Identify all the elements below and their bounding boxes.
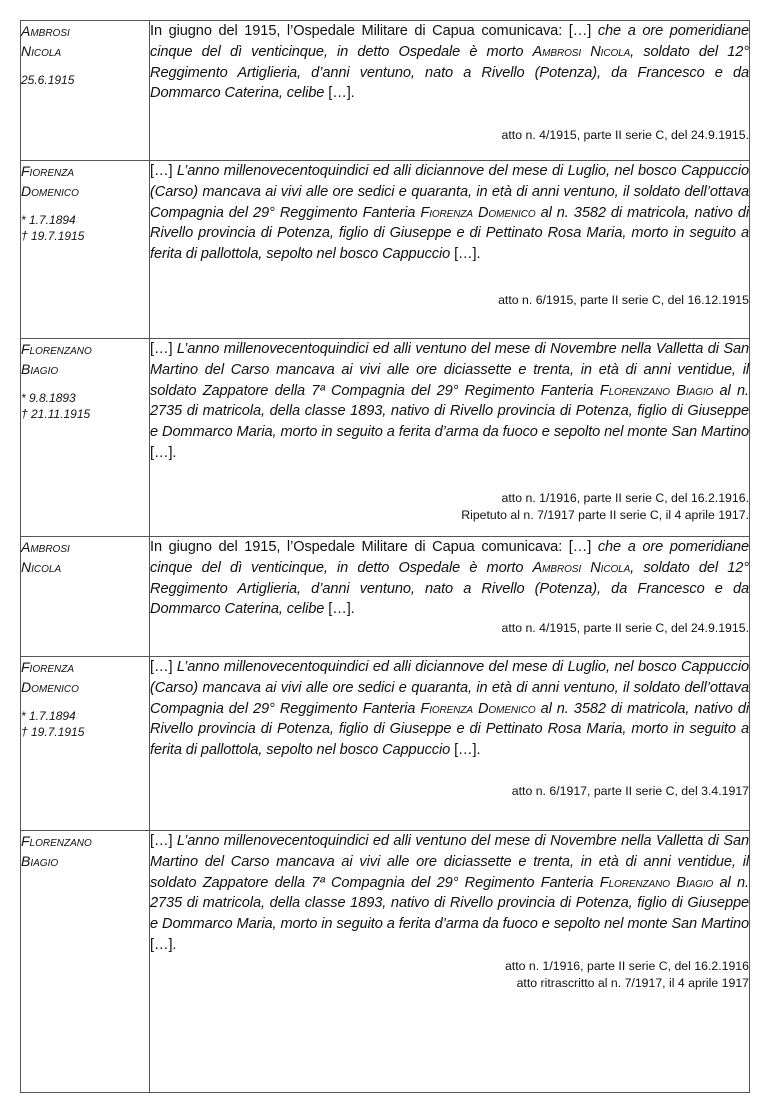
record-row xyxy=(21,161,750,339)
person-surname: Fiorenza xyxy=(21,163,74,179)
atto-line: atto n. 6/1915, parte II serie C, del 16.12.1915 xyxy=(498,292,749,307)
record-row xyxy=(21,21,750,161)
record-atto xyxy=(150,620,749,637)
person-cell xyxy=(21,161,150,339)
person-date: * 9.8.1893 xyxy=(21,391,76,405)
person-date: 25.6.1915 xyxy=(21,73,75,87)
record-row xyxy=(21,657,750,831)
person-name: Biagio xyxy=(21,853,59,869)
record-text-segment: L’anno millenovecentoquindici ed alli ventuno del mese di Novembre nella Valletta di San Martino del Carso mancava ai vivi alle ore diciassette e trenta, in età di anni ventidue, il soldato Zappatore della 7ª Compagnia del 29° Regimento Fanteria xyxy=(150,341,750,399)
record-atto xyxy=(150,783,749,800)
record-text-segment: […]. xyxy=(150,936,177,953)
person-surname: Florenzano xyxy=(21,341,92,357)
record-text-cell xyxy=(150,161,750,339)
record-text-segment: […] xyxy=(150,341,177,357)
record-text-segment: […]. xyxy=(150,444,177,461)
person-date: † 19.7.1915 xyxy=(21,229,85,243)
person-name: Nicola xyxy=(21,43,62,59)
record-text-segment: al n. 2735 di matricola, della classe 1893, nativo di Rivello provincia di Potenza, figlio di Giuseppe e Dommarco Maria, morto in seguito a ferita d’arma da fuoco e sepolto nel monte San Martino xyxy=(150,874,749,933)
record-atto xyxy=(150,292,749,309)
record-text-segment: al n. 3582 di matricola, nativo di Rivello provincia di Potenza, figlio di Giuseppe e di Pettinato Rosa Maria, morto in seguito a ferita di pallottola, sepolto nel bosco Cappuccio xyxy=(150,204,749,263)
person-surname: Fiorenza xyxy=(21,659,74,675)
record-atto xyxy=(150,127,749,144)
record-row xyxy=(21,537,750,657)
record-text-segment: In giugno del 1915, l’Ospedale Militare di Capua comunicava: […] xyxy=(150,23,598,39)
record-text xyxy=(150,831,749,956)
record-text-segment: al n. 3582 di matricola, nativo di Rivello provincia di Potenza, figlio di Giuseppe e di Pettinato Rosa Maria, morto in seguito a ferita di pallottola, sepolto nel bosco Cappuccio xyxy=(150,700,749,759)
person-cell xyxy=(21,537,150,657)
record-text-segment: Ambrosi Nicola xyxy=(532,43,631,60)
record-text xyxy=(150,537,749,620)
person-name: Domenico xyxy=(21,679,79,695)
record-row xyxy=(21,339,750,537)
records-body xyxy=(21,21,750,1093)
record-text-segment: […]. xyxy=(324,601,355,618)
person-cell xyxy=(21,339,150,537)
person-date: † 21.11.1915 xyxy=(21,407,91,421)
atto-line: atto n. 1/1916, parte II serie C, del 16.2.1916. xyxy=(501,490,749,505)
record-text-segment: Ambrosi Nicola xyxy=(532,559,631,576)
record-text xyxy=(150,161,749,265)
person-cell xyxy=(21,21,150,161)
person-cell xyxy=(21,831,150,1093)
atto-line: atto n. 4/1915, parte II serie C, del 24.9.1915. xyxy=(501,621,749,636)
atto-line: Ripetuto al n. 7/1917 parte II serie C, il 4 aprile 1917. xyxy=(461,507,749,522)
record-text-segment: […]. xyxy=(450,246,481,263)
person-name: Nicola xyxy=(21,559,62,575)
person-cell xyxy=(21,657,150,831)
record-text xyxy=(150,339,749,464)
record-text-segment: In giugno del 1915, l’Ospedale Militare di Capua comunicava: […] xyxy=(150,539,598,555)
atto-line: atto ritrascritto al n. 7/1917, il 4 aprile 1917 xyxy=(516,975,749,990)
atto-line: atto n. 4/1915, parte II serie C, del 24.9.1915. xyxy=(501,128,749,143)
person-surname: Ambrosi xyxy=(21,539,70,555)
person-name: Domenico xyxy=(21,183,79,199)
record-text-cell xyxy=(150,831,750,1093)
record-text-segment: , soldato del 12° Reggimento Artiglieria, d’anni ventuno, nato a Rivello (Potenza), da Francesco e da Dommarco Caterina, celibe xyxy=(150,43,749,102)
record-row xyxy=(21,831,750,1093)
record-text-cell xyxy=(150,21,750,161)
record-text-cell xyxy=(150,339,750,537)
record-text-segment: al n. 2735 di matricola, della classe 1893, nativo di Rivello provincia di Potenza, figlio di Giuseppe e Dommarco Maria, morto in seguito a ferita d’arma da fuoco e sepolto nel monte San Martino xyxy=(150,382,749,441)
record-atto xyxy=(150,490,749,524)
record-text-segment: L’anno millenovecentoquindici ed alli ventuno del mese di Novembre nella Valletta di San Martino del Carso mancava ai vivi alle ore diciassette e trenta, in età di anni ventidue, il soldato Zappatore della 7ª Compagnia del 29° Regimento Fanteria xyxy=(150,833,750,891)
person-date: * 1.7.1894 xyxy=(21,709,76,723)
person-surname: Florenzano xyxy=(21,833,92,849)
record-text-segment: che a ore pomeridiane cinque del dì venticinque, in detto Ospedale è morto xyxy=(150,539,749,576)
person-dates xyxy=(21,390,149,422)
records-table xyxy=(20,20,750,1093)
record-text xyxy=(150,21,749,104)
record-text-segment: Fiorenza Domenico xyxy=(420,700,536,717)
record-text-cell xyxy=(150,537,750,657)
record-text-segment: […] xyxy=(150,659,177,675)
person-dates xyxy=(21,212,149,244)
person-date: * 1.7.1894 xyxy=(21,213,76,227)
person-date: † 19.7.1915 xyxy=(21,725,85,739)
record-text-segment: […] xyxy=(150,833,177,849)
person-dates xyxy=(21,708,149,740)
atto-line: atto n. 1/1916, parte II serie C, del 16.2.1916 xyxy=(504,958,749,973)
person-name: Biagio xyxy=(21,361,59,377)
person-surname: Ambrosi xyxy=(21,23,70,39)
record-text-segment: Fiorenza Domenico xyxy=(420,204,536,221)
record-text-segment: Florenzano Biagio xyxy=(599,382,714,399)
record-text xyxy=(150,657,749,761)
atto-line: atto n. 6/1917, parte II serie C, del 3.4.1917 xyxy=(511,783,749,798)
record-text-segment: […] xyxy=(150,163,177,179)
record-text-segment: , soldato del 12° Reggimento Artiglieria, d’anni ventuno, nato a Rivello (Potenza), da Francesco e da Dommarco Caterina, celibe xyxy=(150,559,749,618)
record-text-segment: L’anno millenovecentoquindici ed alli diciannove del mese di Luglio, nel bosco Cappuccio (Carso) mancava ai vivi alle ore sedici e quaranta, in età di anni ventuno, il soldato dell’ottava Compagnia del 29° Reggimento Fanteria xyxy=(150,659,749,717)
record-text-segment: Florenzano Biagio xyxy=(599,874,714,891)
record-text-segment: L’anno millenovecentoquindici ed alli diciannove del mese di Luglio, nel bosco Cappuccio (Carso) mancava ai vivi alle ore sedici e quaranta, in età di anni ventuno, il soldato dell’ottava Compagnia del 29° Reggimento Fanteria xyxy=(150,163,749,221)
record-text-segment: […]. xyxy=(450,742,481,759)
record-atto xyxy=(150,958,749,992)
person-dates xyxy=(21,72,149,88)
record-text-segment: […]. xyxy=(324,85,355,102)
record-text-segment: che a ore pomeridiane cinque del dì venticinque, in detto Ospedale è morto xyxy=(150,23,749,60)
record-text-cell xyxy=(150,657,750,831)
